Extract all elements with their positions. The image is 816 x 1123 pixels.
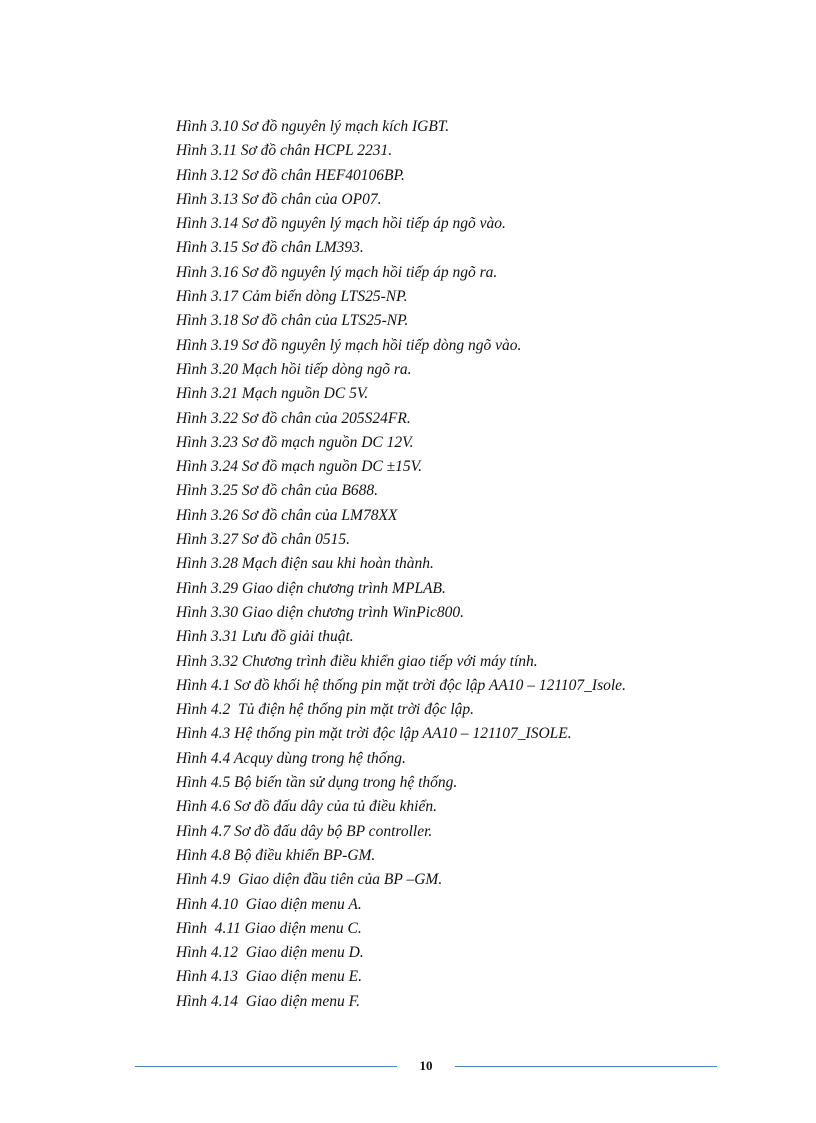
figure-entry: Hình 3.13 Sơ đồ chân của OP07. bbox=[176, 190, 382, 208]
footer-rule-left bbox=[135, 1066, 397, 1067]
figure-entry: Hình 3.22 Sơ đồ chân của 205S24FR. bbox=[176, 409, 411, 427]
figure-entry: Hình 3.15 Sơ đồ chân LM393. bbox=[176, 239, 364, 257]
figure-entry: Hình 4.8 Bộ điều khiển BP-GM. bbox=[176, 846, 376, 864]
figure-entry: Hình 3.20 Mạch hồi tiếp dòng ngõ ra. bbox=[176, 360, 412, 378]
figure-entry: Hình 3.25 Sơ đồ chân của B688. bbox=[176, 482, 378, 500]
figure-entry: Hình 3.19 Sơ đồ nguyên lý mạch hồi tiếp dòng ngõ vào. bbox=[176, 336, 522, 354]
figure-entry: Hình 3.32 Chương trình điều khiển giao tiếp với máy tính. bbox=[176, 652, 538, 670]
figure-entry: Hình 3.28 Mạch điện sau khi hoàn thành. bbox=[176, 555, 434, 573]
figure-entry: Hình 4.11 Giao diện menu C. bbox=[176, 919, 362, 937]
figure-entry: Hình 3.10 Sơ đồ nguyên lý mạch kích IGBT. bbox=[176, 118, 450, 135]
figure-entry: Hình 4.13 Giao diện menu E. bbox=[176, 968, 362, 986]
figure-entry: Hình 3.14 Sơ đồ nguyên lý mạch hồi tiếp áp ngõ vào. bbox=[176, 215, 506, 233]
footer-rule-right bbox=[455, 1066, 717, 1067]
figure-entry: Hình 4.6 Sơ đồ đấu dây của tủ điều khiển. bbox=[176, 798, 437, 816]
figure-entry: Hình 3.26 Sơ đồ chân của LM78XX bbox=[176, 506, 398, 524]
figure-entry: Hình 4.12 Giao diện menu D. bbox=[176, 944, 364, 962]
figure-entry: Hình 4.7 Sơ đồ đấu dây bộ BP controller. bbox=[176, 822, 433, 840]
figure-entry: Hình 4.14 Giao diện menu F. bbox=[176, 992, 360, 1010]
figure-entry: Hình 3.16 Sơ đồ nguyên lý mạch hồi tiếp áp ngõ ra. bbox=[176, 263, 498, 281]
figure-entry: Hình 3.18 Sơ đồ chân của LTS25-NP. bbox=[176, 312, 409, 330]
figure-entry: Hình 3.21 Mạch nguồn DC 5V. bbox=[176, 385, 369, 403]
figure-entry: Hình 3.12 Sơ đồ chân HEF40106BP. bbox=[176, 166, 405, 184]
figure-entry: Hình 4.9 Giao diện đầu tiên của BP –GM. bbox=[176, 871, 443, 889]
figure-entry: Hình 3.31 Lưu đồ giải thuật. bbox=[176, 628, 354, 646]
figure-entry: Hình 4.4 Acquy dùng trong hệ thống. bbox=[176, 749, 406, 767]
figure-entry: Hình 3.29 Giao diện chương trình MPLAB. bbox=[176, 579, 446, 597]
figure-entry: Hình 4.10 Giao diện menu A. bbox=[176, 895, 362, 913]
figure-entry: Hình 4.1 Sơ đồ khối hệ thống pin mặt trời độc lập AA10 – 121107_Isole. bbox=[176, 676, 626, 694]
figure-entry: Hình 3.11 Sơ đồ chân HCPL 2231. bbox=[176, 142, 393, 160]
page-footer bbox=[0, 1056, 816, 1076]
figure-entry: Hình 4.2 Tủ điện hệ thống pin mặt trời độc lập. bbox=[176, 701, 475, 719]
figure-entry: Hình 3.27 Sơ đồ chân 0515. bbox=[176, 531, 351, 549]
figure-entry: Hình 3.24 Sơ đồ mạch nguồn DC ±15V. bbox=[176, 458, 422, 476]
figure-entry: Hình 4.5 Bộ biến tần sử dụng trong hệ thống. bbox=[176, 774, 458, 792]
figure-entry: Hình 3.30 Giao diện chương trình WinPic800. bbox=[176, 603, 464, 621]
page-number: 10 bbox=[419, 1058, 433, 1073]
figure-entry: Hình 3.23 Sơ đồ mạch nguồn DC 12V. bbox=[176, 433, 414, 451]
figure-entry: Hình 4.3 Hệ thống pin mặt trời độc lập AA10 – 121107_ISOLE. bbox=[176, 725, 572, 743]
list-of-figures bbox=[176, 115, 736, 1014]
figure-entry: Hình 3.17 Cảm biến dòng LTS25-NP. bbox=[176, 288, 408, 306]
